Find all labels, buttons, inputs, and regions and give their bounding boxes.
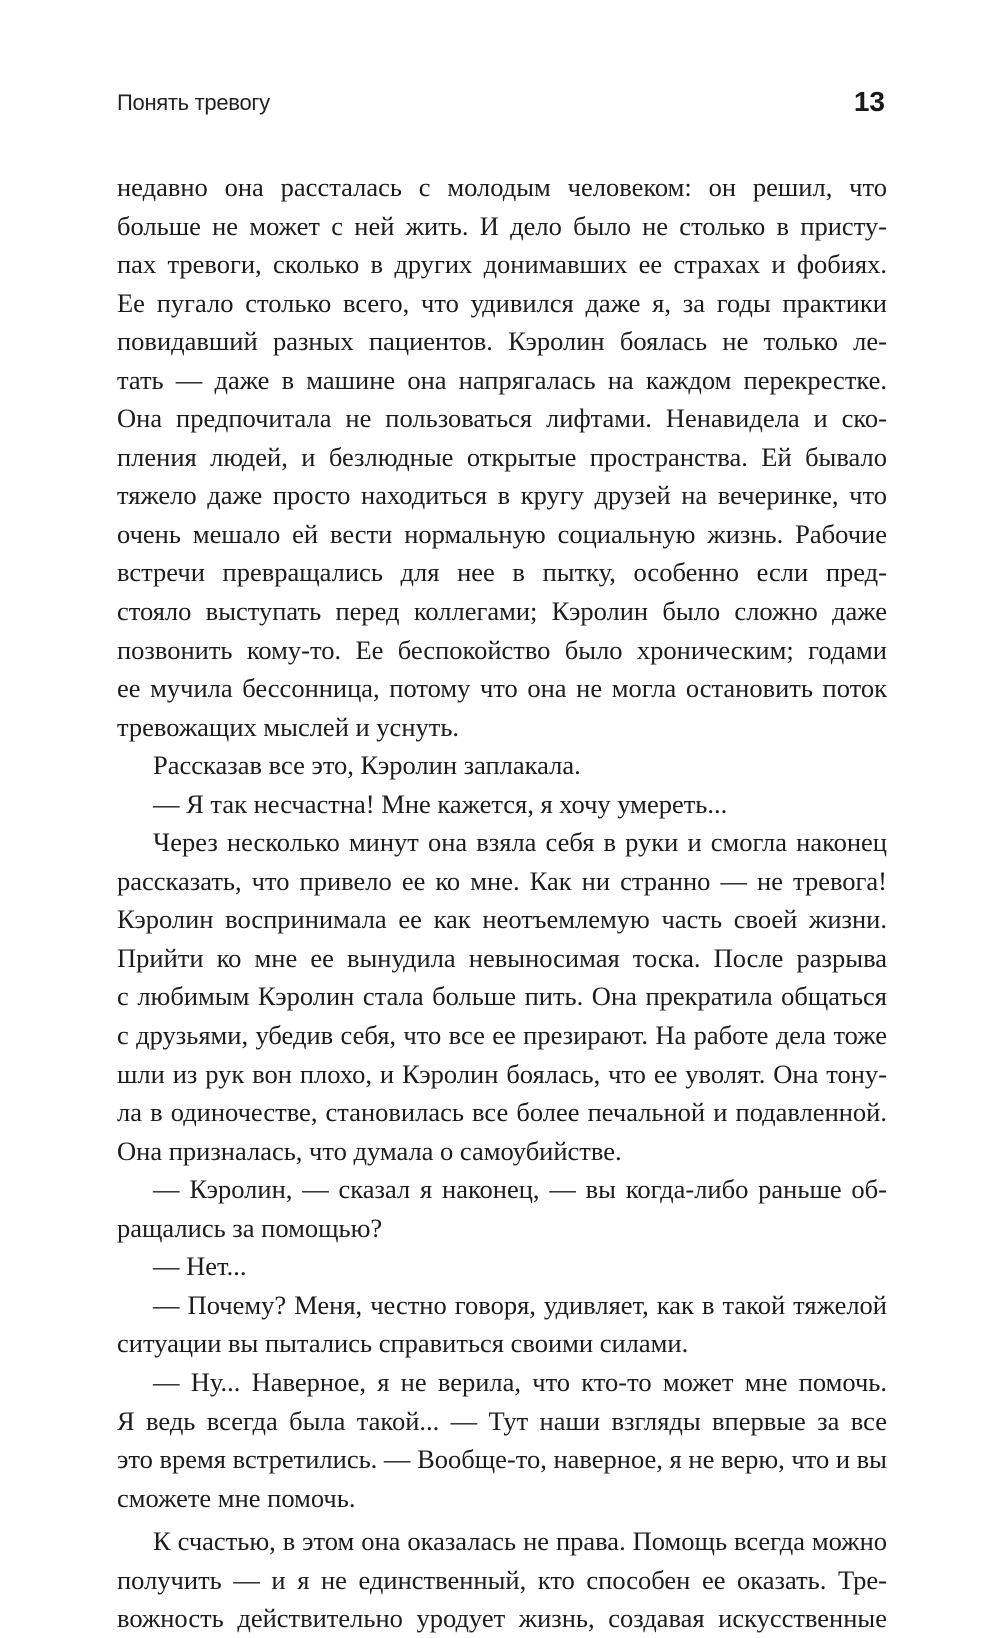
- paragraph-start: Рассказав все это, Кэролин заплакала.: [153, 750, 581, 781]
- text-line: позвонить кому-то. Ее беспокойство было хроническим; годами: [117, 634, 887, 665]
- text-line: с друзьями, убедив себя, что все ее презирают. На работе дела тоже: [117, 1020, 887, 1051]
- text-line: тать — даже в машине она напрягалась на каждом перекрестке.: [117, 364, 887, 395]
- text-line: сможете мне помочь.: [117, 1482, 356, 1513]
- text-line: больше не может с ней жить. И дело было не столько в присту-: [117, 210, 887, 241]
- chapter-title: Понять тревогу: [117, 90, 270, 115]
- text-line: с любимым Кэролин стала больше пить. Она прекратила общаться: [117, 981, 887, 1012]
- body-text: [117, 168, 887, 1638]
- text-line: стояло выступать перед коллегами; Кэролин было сложно даже: [117, 596, 887, 627]
- text-line: ла в одиночестве, становилась все более печальной и подавленной.: [117, 1097, 887, 1128]
- dialogue-line: — Нет...: [153, 1251, 247, 1282]
- text-line: Прийти ко мне ее вынудила невыносимая тоска. После разрыва: [117, 942, 887, 973]
- text-line: Ее пугало столько всего, что удивился даже я, за годы практики: [117, 287, 887, 318]
- text-line: пления людей, и безлюдные открытые пространства. Ей бывало: [117, 441, 887, 472]
- text-line: Она призналась, что думала о самоубийстве.: [117, 1135, 622, 1166]
- page-number: 13: [853, 86, 885, 117]
- text-line: тяжело даже просто находиться в кругу друзей на вечеринке, что: [117, 480, 887, 511]
- dialogue-line: — Я так несчастна! Мне кажется, я хочу умереть...: [153, 788, 728, 819]
- text-line: рассказать, что привело ее ко мне. Как ни странно — не тревога!: [117, 865, 887, 896]
- paragraph-start: К счастью, в этом она оказалась не права. Помощь всегда можно: [153, 1526, 887, 1557]
- text-line: ситуации вы пытались справиться своими силами.: [117, 1328, 689, 1359]
- text-line: Я ведь всегда была такой... — Тут наши взгляды впервые за все: [117, 1405, 887, 1436]
- text-line: пах тревоги, сколько в других донимавших ее страхах и фобиях.: [117, 249, 887, 280]
- text-line: Кэролин воспринимала ее как неотъемлемую часть своей жизни.: [117, 904, 887, 935]
- text-line: встречи превращались для нее в пытку, особенно если пред-: [117, 557, 887, 588]
- text-line: очень мешало ей вести нормальную социальную жизнь. Рабочие: [117, 518, 887, 549]
- text-line: ращались за помощью?: [117, 1212, 383, 1243]
- text-line: это время встретились. — Вообще-то, наверное, я не верю, что и вы: [117, 1444, 887, 1475]
- text-line: ее мучила бессонница, потому что она не могла остановить поток: [117, 673, 887, 704]
- dialogue-line: — Кэролин, — сказал я наконец, — вы когда-либо раньше об-: [153, 1174, 887, 1205]
- text-line: получить — и я не единственный, кто способен ее оказать. Тре-: [117, 1564, 887, 1595]
- dialogue-line: — Ну... Наверное, я не верила, что кто-то может мне помочь.: [153, 1366, 887, 1397]
- text-line: недавно она рассталась с молодым человеком: он решил, что: [117, 172, 887, 202]
- text-line: шли из рук вон плохо, и Кэролин боялась, что ее уволят. Она тону-: [117, 1058, 887, 1089]
- dialogue-line: — Почему? Меня, честно говоря, удивляет, как в такой тяжелой: [153, 1289, 887, 1320]
- text-line: тревожащих мыслей и уснуть.: [117, 711, 460, 742]
- text-line: повидавший разных пациентов. Кэролин боялась не только ле-: [117, 326, 887, 357]
- paragraph-start: Через несколько минут она взяла себя в руки и смогла наконец: [153, 827, 887, 858]
- text-line: вожность действительно уродует жизнь, создавая искусственные: [117, 1603, 887, 1634]
- running-head: [117, 86, 887, 122]
- text-line: Она предпочитала не пользоваться лифтами. Ненавидела и ско-: [117, 403, 887, 434]
